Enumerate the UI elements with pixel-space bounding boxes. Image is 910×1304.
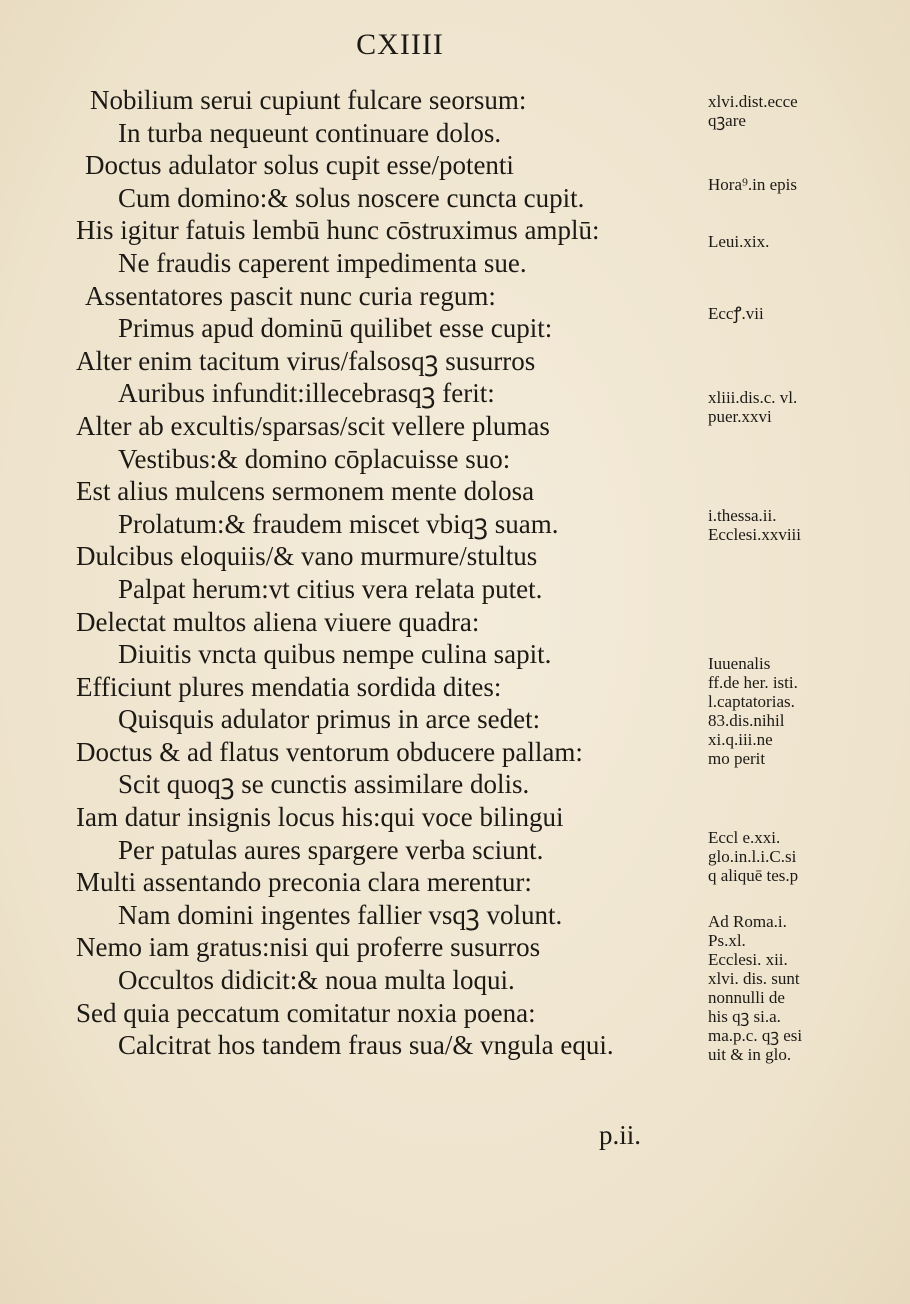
gloss-line: mo perit — [708, 749, 766, 768]
verse-line: Calcitrat hos tandem fraus sua/& vngula equi. — [118, 1030, 614, 1061]
gloss-line: glo.in.l.i.C.si — [708, 847, 797, 866]
gloss-line: q aliquē tes.p — [708, 866, 799, 885]
gloss-line: 83.dis.nihil — [708, 711, 785, 730]
gloss-line: Ecclesi. xii. — [708, 950, 788, 969]
signature-mark: p.ii. — [598, 1120, 641, 1150]
verse-line: Primus apud dominū quilibet esse cupit: — [118, 313, 553, 344]
gloss-line: uit & in glo. — [708, 1045, 792, 1064]
gloss-line: his qꝫ si.a. — [708, 1007, 781, 1026]
gloss-line: xi.q.iii.ne — [708, 730, 773, 749]
verse-line: Quisquis adulator primus in arce sedet: — [118, 704, 541, 735]
verse-line: Scit quoqꝫ se cunctis assimilare dolis. — [118, 769, 530, 800]
gloss-line: puer.xxvi — [708, 407, 772, 426]
folio-number: CXIIII — [356, 28, 444, 61]
verse-line: Delectat multos aliena viuere quadra: — [76, 606, 480, 637]
marginal-gloss — [708, 654, 878, 768]
verse-line: Diuitis vncta quibus nempe culina sapit. — [118, 639, 552, 670]
verse-line: Nam domini ingentes fallier vsqꝫ volunt. — [118, 899, 563, 930]
gloss-line: qꝫare — [708, 111, 746, 130]
verse-line: Ne fraudis caperent impedimenta sue. — [118, 247, 527, 278]
verse-line: Prolatum:& fraudem miscet vbiqꝫ suam. — [118, 508, 559, 539]
verse-line: In turba nequeunt continuare dolos. — [118, 117, 502, 148]
verse-line: Occultos didicit:& noua multa loqui. — [118, 965, 515, 996]
verse-line: Doctus adulator solus cupit esse/potenti — [85, 150, 514, 181]
gloss-line: Hora⁹.in epis — [708, 175, 798, 194]
gloss-line: Leui.xix. — [708, 232, 770, 251]
gloss-line: nonnulli de — [708, 988, 785, 1007]
gloss-line: xlvi. dis. sunt — [708, 969, 800, 988]
gloss-line: ma.p.c. qꝫ esi — [708, 1026, 803, 1045]
marginal-gloss — [708, 912, 878, 1064]
verse-line: Auribus infundit:illecebrasqꝫ ferit: — [118, 378, 495, 409]
verse-line: Assentatores pascit nunc curia regum: — [85, 280, 496, 311]
gloss-line: l.captatorias. — [708, 692, 795, 711]
gloss-line: i.thessa.ii. — [708, 506, 777, 525]
verse-line: Vestibus:& domino cōplacuisse suo: — [118, 443, 511, 474]
verse-line: Dulcibus eloquiis/& vano murmure/stultus — [76, 541, 538, 572]
verse-text — [0, 84, 700, 1062]
gloss-line: ff.de her. isti. — [708, 673, 798, 692]
verse-line: Alter ab excultis/sparsas/scit vellere plumas — [76, 410, 550, 441]
verse-line: Nobilium serui cupiunt fulcare seorsum: — [90, 85, 527, 115]
marginal-gloss — [708, 388, 878, 426]
gloss-line: Eccꝭ.vii — [708, 304, 764, 323]
gloss-line: xliii.dis.c. vl. — [708, 388, 798, 407]
marginal-gloss — [708, 506, 878, 544]
verse-line: Nemo iam gratus:nisi qui proferre susurros — [76, 932, 541, 963]
gloss-line: xlvi.dist.ecce — [708, 92, 798, 111]
marginal-gloss — [708, 304, 878, 323]
marginal-gloss — [708, 175, 878, 194]
marginal-gloss — [708, 828, 878, 885]
verse-line: His igitur fatuis lembū hunc cōstruximus amplū: — [76, 215, 600, 246]
verse-line: Palpat herum:vt citius vera relata putet. — [118, 573, 543, 604]
marginal-gloss — [708, 92, 878, 130]
verse-line: Cum domino:& solus noscere cuncta cupit. — [118, 182, 585, 213]
gloss-line: Ecclesi.xxviii — [708, 525, 802, 544]
verse-line: Multi assentando preconia clara merentur: — [76, 867, 532, 898]
verse-line: Sed quia peccatum comitatur noxia poena: — [76, 997, 536, 1028]
gloss-line: Ad Roma.i. — [708, 912, 787, 931]
verse-line: Per patulas aures spargere verba sciunt. — [118, 834, 544, 865]
verse-line: Doctus & ad flatus ventorum obducere pallam: — [76, 736, 583, 767]
gloss-line: Eccl e.xxi. — [708, 828, 781, 847]
verse-line: Alter enim tacitum virus/falsosqꝫ susurros — [76, 345, 536, 376]
gloss-line: Ps.xl. — [708, 931, 746, 950]
verse-line: Efficiunt plures mendatia sordida dites: — [76, 671, 502, 702]
verse-line: Est alius mulcens sermonem mente dolosa — [76, 476, 535, 507]
verse-line: Iam datur insignis locus his:qui voce bilingui — [76, 802, 564, 833]
gloss-line: Iuuenalis — [708, 654, 771, 673]
marginal-gloss — [708, 232, 878, 251]
